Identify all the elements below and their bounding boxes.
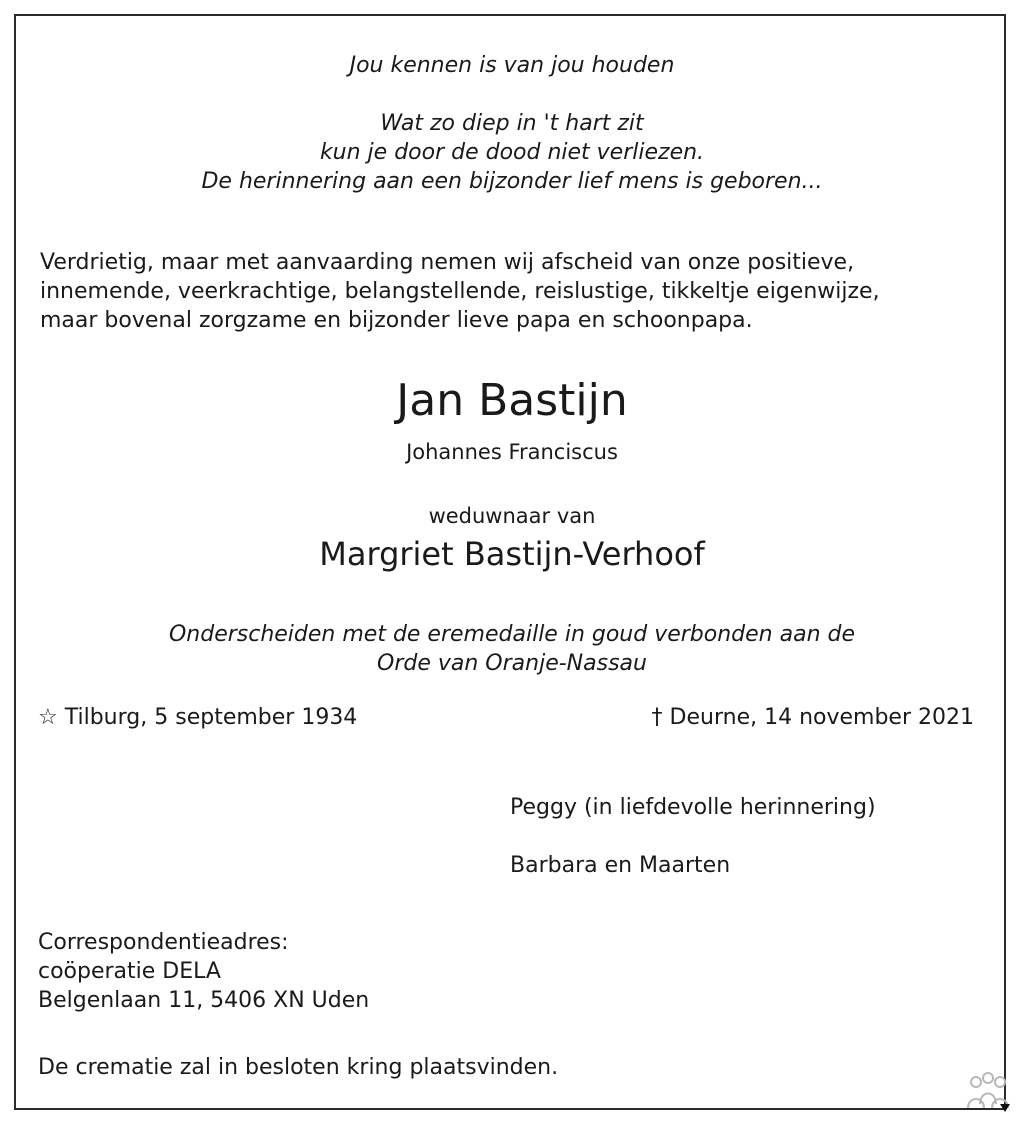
family-member: Barbara en Maarten (510, 853, 731, 878)
family-member: Peggy (in liefdevolle herinnering) (510, 795, 876, 820)
address-line: coöperatie DELA (38, 959, 221, 984)
deceased-name: Jan Bastijn (396, 375, 628, 426)
poem-line: De herinnering aan een bijzonder lief mens is geboren... (201, 169, 823, 194)
intro-line: maar bovenal zorgzame en bijzonder lieve papa en schoonpapa. (40, 308, 753, 333)
intro-paragraph (40, 248, 1000, 335)
cross-icon: † (651, 705, 663, 730)
star-icon: ☆ (38, 705, 58, 730)
closing-text: De crematie zal in besloten kring plaatsvinden. (38, 1055, 559, 1080)
poem-line: kun je door de dood niet verliezen. (319, 140, 705, 165)
motto: Jou kennen is van jou houden (349, 53, 675, 78)
honor-line: Onderscheiden met de eremedaille in goud verbonden aan de (168, 622, 856, 647)
death-text: Deurne, 14 november 2021 (669, 705, 974, 730)
birth-text: Tilburg, 5 september 1934 (64, 705, 358, 730)
address-line: Belgenlaan 11, 5406 XN Uden (38, 988, 370, 1013)
people-group-icon (962, 1070, 1012, 1114)
address-line: Correspondentieadres: (38, 930, 289, 955)
birth-info (38, 703, 357, 732)
deceased-full-names: Johannes Franciscus (406, 440, 618, 464)
honor-line: Orde van Oranje-Nassau (377, 651, 647, 676)
intro-line: Verdrietig, maar met aanvaarding nemen wij afscheid van onze positieve, (40, 250, 855, 275)
poem-line: Wat zo diep in 't hart zit (380, 111, 644, 136)
intro-line: innemende, veerkrachtige, belangstellende, reislustige, tikkeltje eigenwijze, (40, 279, 880, 304)
relation-text: weduwnaar van (428, 504, 596, 528)
spouse-name: Margriet Bastijn-Verhoof (319, 535, 705, 573)
death-info (652, 703, 974, 732)
